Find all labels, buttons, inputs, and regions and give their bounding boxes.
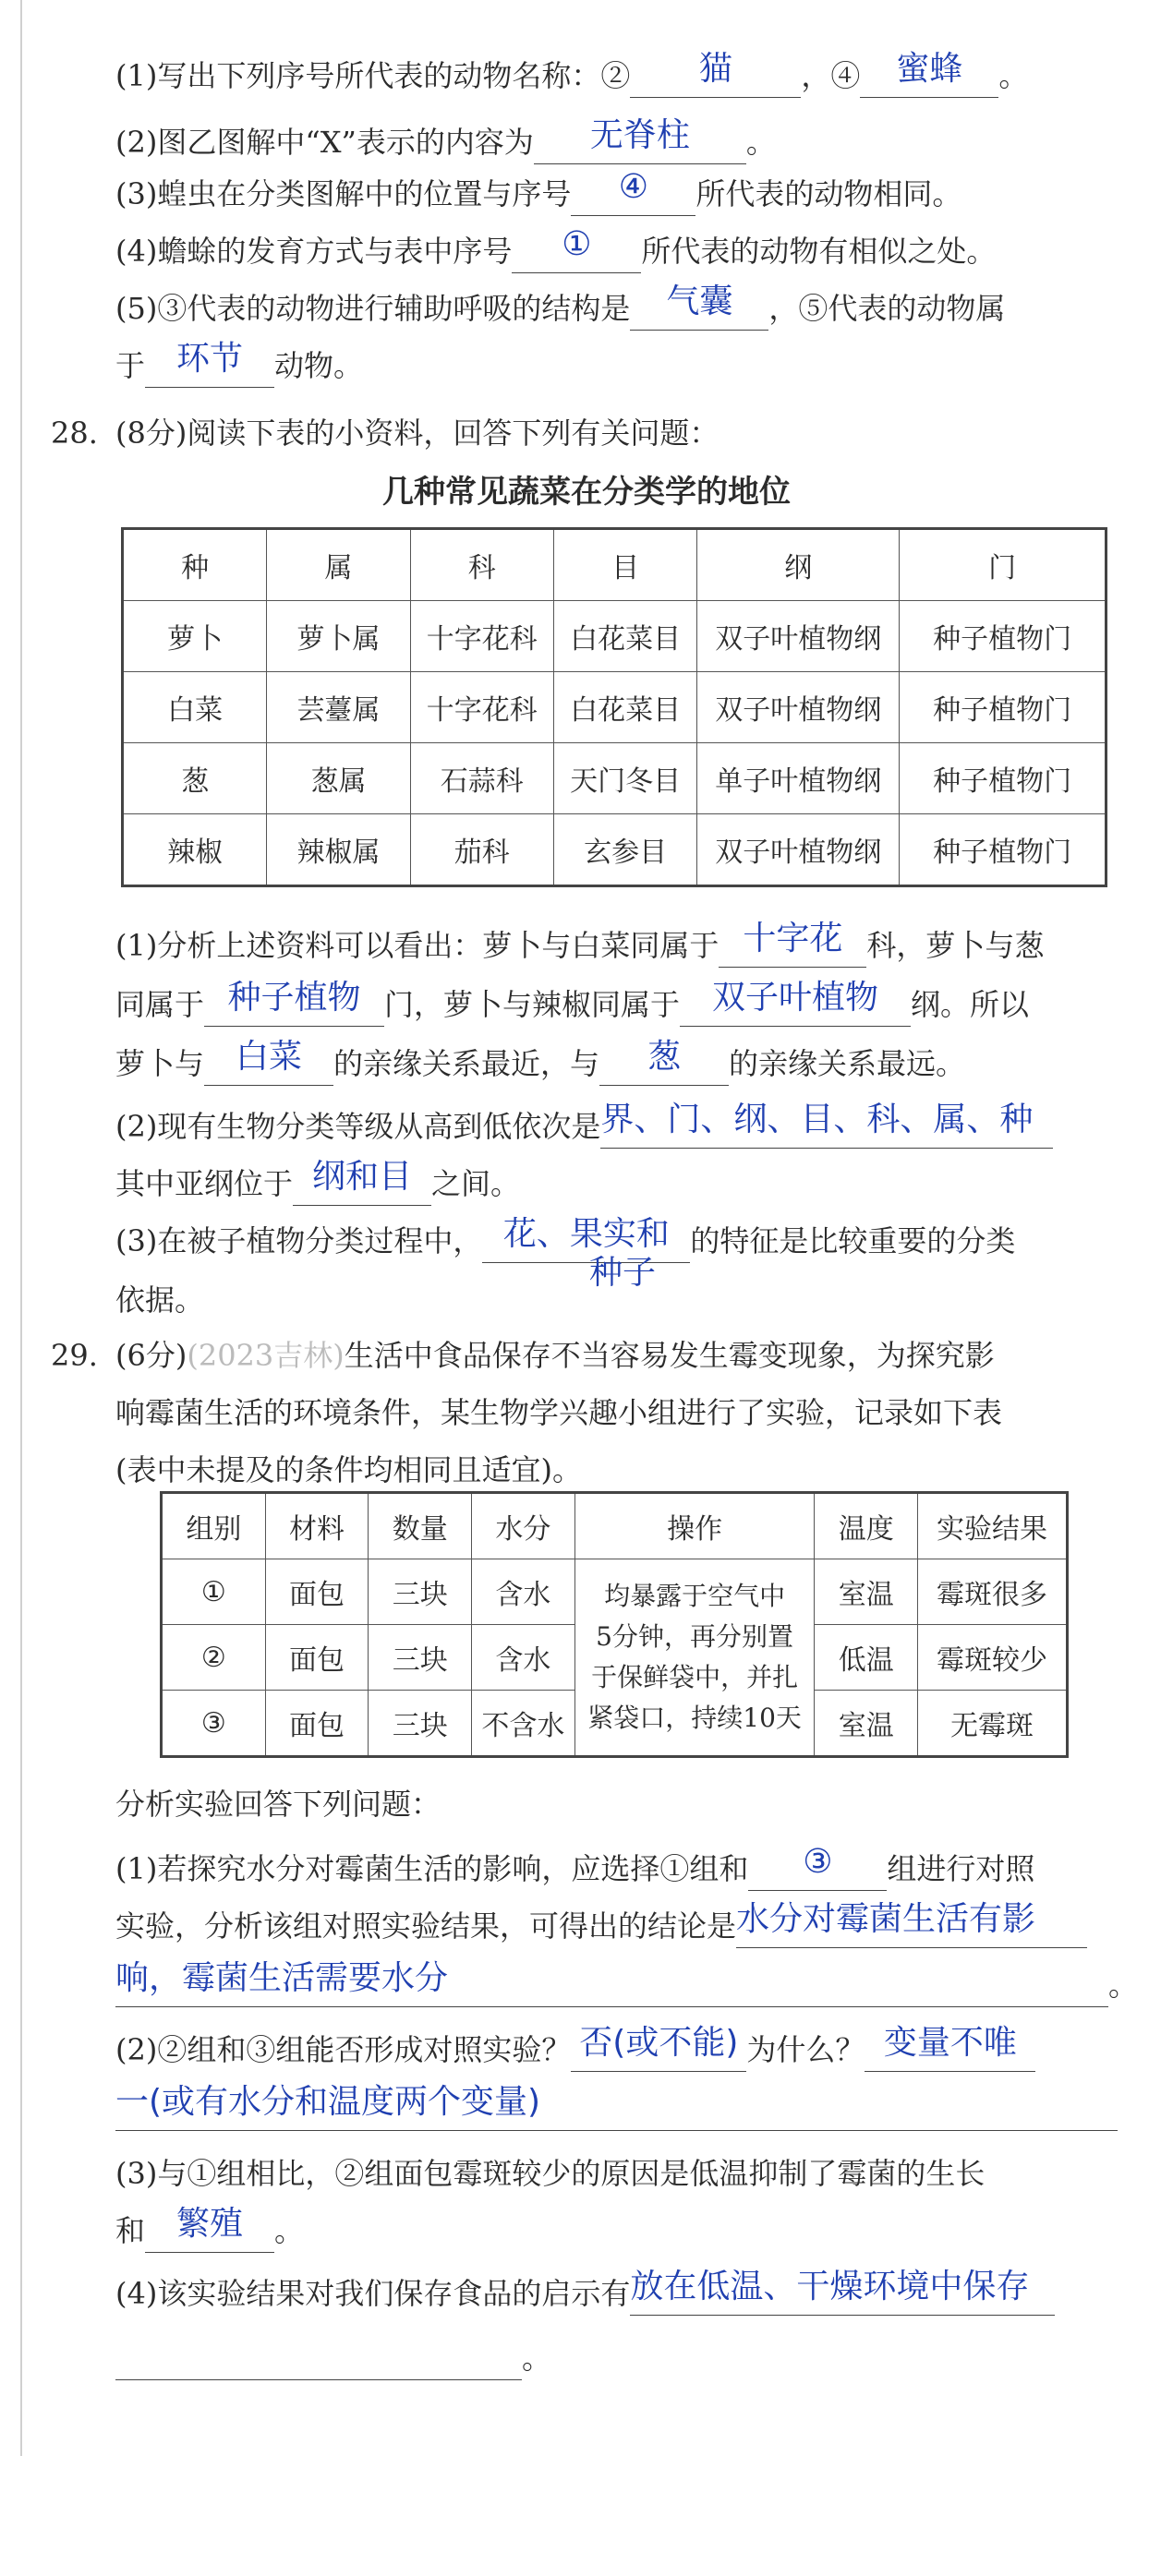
q28-part2-line1: (2)现有生物分类等级从高到低依次是 界、门、纲、目、科、属、种 xyxy=(115,1104,1122,1149)
table-cell: 十字花科 xyxy=(410,601,553,672)
q27-part2: (2)图乙图解中“X”表示的内容为 无脊柱 。 xyxy=(115,120,1122,164)
table-header-row xyxy=(163,1494,1067,1559)
table-row xyxy=(124,672,1106,743)
q29-part2-line1: (2)②组和③组能否形成对照实验？ 否(或不能) 为什么？ 变量不唯 xyxy=(115,2028,1122,2072)
table-cell: 面包 xyxy=(265,1625,369,1691)
q28-intro: (8分)阅读下表的小资料，回答下列有关问题： xyxy=(115,415,720,451)
q27-part4: (4)蟾蜍的发育方式与表中序号 ① 所代表的动物有相似之处。 xyxy=(115,229,1122,273)
table-header: 温度 xyxy=(815,1494,918,1559)
table-cell: 辣椒 xyxy=(124,814,267,885)
table-header: 种 xyxy=(124,530,267,601)
table-cell: 天门冬目 xyxy=(553,743,696,814)
q27-blank-locust[interactable]: ④ xyxy=(571,175,695,216)
table-header: 纲 xyxy=(697,530,900,601)
table-cell: 三块 xyxy=(369,1559,472,1625)
q28-blank-subclass[interactable]: 纲和目 xyxy=(293,1164,431,1206)
table-header: 组别 xyxy=(163,1494,266,1559)
table-cell: 不含水 xyxy=(472,1691,575,1756)
table-cell: 葱属 xyxy=(267,743,410,814)
q27-blank-toad[interactable]: ① xyxy=(512,232,641,273)
table-cell: 芸薹属 xyxy=(267,672,410,743)
table-header: 材料 xyxy=(265,1494,369,1559)
table-header-row xyxy=(124,530,1106,601)
q28-part1-line2: 同属于 种子植物 门，萝卜与辣椒同属于 双子叶植物 纲。所以 xyxy=(115,982,1122,1027)
q29-part3-line1: (3)与①组相比，②组面包霉斑较少的原因是低温抑制了霉菌的生长 xyxy=(115,2156,986,2191)
q29-blank-reproduce[interactable]: 繁殖 xyxy=(145,2211,274,2253)
q27-part5: (5)③代表的动物进行辅助呼吸的结构是 气囊 ，⑤代表的动物属 xyxy=(115,286,1122,331)
table-cell: 种子植物门 xyxy=(900,601,1106,672)
table-cell: 玄参目 xyxy=(553,814,696,885)
q29-intro-line1: (6分)(2023吉林)生活中食品保存不当容易发生霉变现象，为探究影 xyxy=(115,1338,995,1373)
table-cell: 白菜 xyxy=(124,672,267,743)
taxonomy-table xyxy=(123,529,1106,885)
table-cell: 含水 xyxy=(472,1559,575,1625)
table-header: 科 xyxy=(410,530,553,601)
q28-table-title: 几种常见蔬菜在分类学的地位 xyxy=(382,474,791,511)
experiment-table xyxy=(162,1493,1067,1756)
table-header: 水分 xyxy=(472,1494,575,1559)
table-cell: 三块 xyxy=(369,1691,472,1756)
table-cell: 双子叶植物纲 xyxy=(697,672,900,743)
table-cell: 单子叶植物纲 xyxy=(697,743,900,814)
q28-part3-line2: 依据。 xyxy=(115,1282,205,1318)
q28-blank-ranks[interactable]: 界、门、纲、目、科、属、种 xyxy=(600,1107,1053,1149)
table-cell: 室温 xyxy=(815,1559,918,1625)
q28-blank-closest[interactable]: 白菜 xyxy=(204,1044,333,1086)
table-cell: 种子植物门 xyxy=(900,672,1106,743)
q29-part4-line2: 。 xyxy=(115,2336,1122,2380)
q29-blank-why-cont[interactable]: 一(或有水分和温度两个变量) xyxy=(115,2089,1118,2131)
table-cell: 霉斑较少 xyxy=(918,1625,1067,1691)
table-cell: 霉斑很多 xyxy=(918,1559,1067,1625)
table-cell: 无霉斑 xyxy=(918,1691,1067,1756)
q29-intro-line2: 响霉菌生活的环境条件，某生物学兴趣小组进行了实验，记录如下表 xyxy=(115,1395,1003,1430)
table-row xyxy=(124,743,1106,814)
q29-blank-conclusion[interactable]: 水分对霉菌生活有影 xyxy=(736,1907,1087,1948)
table-cell: 面包 xyxy=(265,1559,369,1625)
q28-part3-line1: (3)在被子植物分类过程中， 花、果实和 的特征是比较重要的分类 xyxy=(115,1219,1122,1263)
table-header: 目 xyxy=(553,530,696,601)
q29-part2-line2 xyxy=(115,2083,1122,2131)
q28-blank-class[interactable]: 双子叶植物 xyxy=(680,985,911,1027)
q28-blank-basis[interactable]: 花、果实和 xyxy=(482,1222,690,1263)
table-cell: 石蒜科 xyxy=(410,743,553,814)
q29-lead: 分析实验回答下列问题： xyxy=(115,1787,441,1822)
q28-number: 28. xyxy=(51,415,98,451)
q29-blank-canform[interactable]: 否(或不能) xyxy=(571,2030,746,2072)
q29-blank-why[interactable]: 变量不唯 xyxy=(865,2030,1035,2072)
operation-cell: 均暴露于空气中 5分钟，再分别置 于保鲜袋中，并扎 紧袋口，持续10天 xyxy=(574,1559,815,1756)
table-header: 属 xyxy=(267,530,410,601)
q28-part1-line3: 萝卜与 白菜 的亲缘关系最近，与 葱 的亲缘关系最远。 xyxy=(115,1041,1122,1086)
table-cell: 萝卜 xyxy=(124,601,267,672)
table-cell: ② xyxy=(163,1625,266,1691)
q27-blank-2[interactable]: 猫 xyxy=(630,56,801,98)
table-cell: 双子叶植物纲 xyxy=(697,814,900,885)
q27-blank-annelid[interactable]: 环节 xyxy=(145,346,274,388)
q27-part3: (3)蝗虫在分类图解中的位置与序号 ④ 所代表的动物相同。 xyxy=(115,172,1122,216)
q29-part1-line3: 响，霉菌生活需要水分 。 xyxy=(115,1963,1122,2007)
q29-blank-group[interactable]: ③ xyxy=(748,1849,887,1891)
q28-blank-family[interactable]: 十字花 xyxy=(719,926,866,968)
table-cell: 葱 xyxy=(124,743,267,814)
q27-part6: 于 环节 动物。 xyxy=(115,343,1122,388)
q28-part1-line1: (1)分析上述资料可以看出：萝卜与白菜同属于 十字花 科，萝卜与葱 xyxy=(115,923,1122,968)
q27-part1: (1)写出下列序号所代表的动物名称：② 猫 ，④ 蜜蜂 。 xyxy=(115,54,1122,98)
table-header: 操作 xyxy=(574,1494,815,1559)
table-cell: 十字花科 xyxy=(410,672,553,743)
table-cell: 三块 xyxy=(369,1625,472,1691)
table-cell: 萝卜属 xyxy=(267,601,410,672)
table-cell: 白花菜目 xyxy=(553,672,696,743)
table-cell: ① xyxy=(163,1559,266,1625)
q28-blank-farthest[interactable]: 葱 xyxy=(599,1044,729,1086)
q29-blank-insight-cont[interactable] xyxy=(115,2339,522,2380)
q29-blank-insight[interactable]: 放在低温、干燥环境中保存 xyxy=(630,2274,1055,2316)
table-cell: 辣椒属 xyxy=(267,814,410,885)
page-margin-line xyxy=(20,0,22,2456)
table-row xyxy=(163,1559,1067,1625)
q28-blank-phylum[interactable]: 种子植物 xyxy=(204,985,384,1027)
table-cell: 种子植物门 xyxy=(900,743,1106,814)
q29-intro-line3: (表中未提及的条件均相同且适宜)。 xyxy=(115,1452,582,1487)
table-cell: 白花菜目 xyxy=(553,601,696,672)
table-header: 门 xyxy=(900,530,1106,601)
table-header: 数量 xyxy=(369,1494,472,1559)
table-cell: 茄科 xyxy=(410,814,553,885)
q28-part2-line2: 其中亚纲位于 纲和目 之间。 xyxy=(115,1162,1122,1206)
table-cell: 种子植物门 xyxy=(900,814,1106,885)
table-cell: 低温 xyxy=(815,1625,918,1691)
q29-part1-line1: (1)若探究水分对霉菌生活的影响，应选择①组和 ③ 组进行对照 xyxy=(115,1847,1122,1891)
q29-source: (2023吉林) xyxy=(187,1338,345,1373)
q27-blank-4[interactable]: 蜜蜂 xyxy=(860,56,998,98)
table-cell: 面包 xyxy=(265,1691,369,1756)
table-cell: 双子叶植物纲 xyxy=(697,601,900,672)
q27-blank-x[interactable]: 无脊柱 xyxy=(534,123,746,164)
q29-blank-conclusion-cont[interactable]: 响，霉菌生活需要水分 xyxy=(115,1966,1108,2007)
table-cell: 室温 xyxy=(815,1691,918,1756)
q29-part3-line2: 和 繁殖 。 xyxy=(115,2209,1122,2253)
q29-part1-line2: 实验，分析该组对照实验结果，可得出的结论是 水分对霉菌生活有影 xyxy=(115,1904,1122,1948)
table-cell: ③ xyxy=(163,1691,266,1756)
table-row xyxy=(124,601,1106,672)
table-header: 实验结果 xyxy=(918,1494,1067,1559)
q27-blank-airsac[interactable]: 气囊 xyxy=(630,289,768,331)
q29-number: 29. xyxy=(51,1338,98,1373)
table-cell: 含水 xyxy=(472,1625,575,1691)
q29-part4-line1: (4)该实验结果对我们保存食品的启示有 放在低温、干燥环境中保存 xyxy=(115,2271,1122,2316)
q28-answer-seed: 种子 xyxy=(589,1254,657,1292)
table-row xyxy=(124,814,1106,885)
